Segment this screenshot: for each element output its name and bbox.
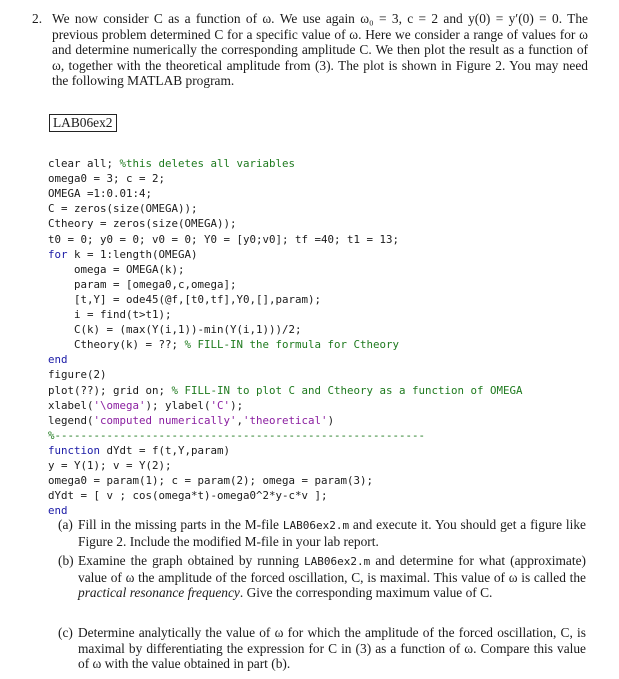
code-line: end: [48, 504, 68, 518]
code-line: i = find(t>t1);: [48, 308, 172, 322]
code-line: for k = 1:length(OMEGA): [48, 247, 198, 261]
code-line: C = zeros(size(OMEGA));: [48, 202, 198, 216]
code-line: legend('computed numerically','theoretical'): [48, 413, 335, 427]
question-c-label: (c): [58, 625, 73, 640]
code-line: Ctheory(k) = ??; % FILL-IN the formula for Ctheory: [48, 338, 400, 352]
code-line: y = Y(1); v = Y(2);: [48, 458, 172, 472]
question-b-text: Examine the graph obtained by running LAB06ex2.m and determine for what (approximate) value of ω the amplitude of the forced oscillation, C, is maximal. This value of ω is called the practical resonance frequency. Give the corresponding maximum value of C.: [78, 553, 586, 601]
code-line: plot(??); grid on; % FILL-IN to plot C and Ctheory as a function of OMEGA: [48, 383, 523, 397]
code-line: clear all; %this deletes all variables: [48, 157, 296, 171]
question-c: [58, 625, 586, 672]
problem-number: 2.: [32, 11, 43, 26]
term-emphasis: practical resonance frequency: [78, 585, 240, 601]
code-line: end: [48, 353, 68, 367]
code-line: dYdt = [ v ; cos(omega*t)-omega0^2*y-c*v ];: [48, 489, 328, 503]
code-line: function dYdt = f(t,Y,param): [48, 443, 231, 457]
matlab-code-listing: [48, 141, 523, 549]
problem-intro: [32, 11, 588, 89]
question-a: [58, 517, 586, 549]
problem-intro-text: We now consider C as a function of ω. We use again ω₀ = 3, c = 2 and y(0) = y′(0) = 0. The previous problem determined C for a specific value of ω. Here we consider a range of values for ω and determine numerically the corresponding amplitude C. We then plot the result as a function of ω, together with the theoretical amplitude from (3). The plot is shown in Figure 2. You may need the following MATLAB program.: [52, 11, 588, 89]
code-line: xlabel('\omega'); ylabel('C');: [48, 398, 244, 412]
question-b: [58, 553, 586, 601]
code-line: OMEGA =1:0.01:4;: [48, 187, 153, 201]
question-a-label: (a): [58, 517, 73, 532]
file-reference: LAB06ex2.m: [304, 555, 371, 568]
code-line: [t,Y] = ode45(@f,[t0,tf],Y0,[],param);: [48, 292, 322, 306]
code-line: omega0 = 3; c = 2;: [48, 172, 166, 186]
file-label-box: LAB06ex2: [49, 114, 117, 132]
code-line: figure(2): [48, 368, 107, 382]
code-line: omega0 = param(1); c = param(2); omega = param(3);: [48, 474, 374, 488]
code-line: t0 = 0; y0 = 0; v0 = 0; Y0 = [y0;v0]; tf =40; t1 = 13;: [48, 232, 400, 246]
question-a-text: Fill in the missing parts in the M-file LAB06ex2.m and execute it. You should get a figure like Figure 2. Include the modified M-file in your lab report.: [78, 517, 586, 549]
code-line: param = [omega0,c,omega];: [48, 277, 237, 291]
code-line: C(k) = (max(Y(i,1))-min(Y(i,1)))/2;: [48, 323, 302, 337]
code-line: omega = OMEGA(k);: [48, 262, 185, 276]
code-line: %---------------------------------------------------------: [48, 428, 426, 442]
code-line: Ctheory = zeros(size(OMEGA));: [48, 217, 237, 231]
question-c-text: Determine analytically the value of ω for which the amplitude of the forced oscillation, C, is maximal by differentiating the expression for C in (3) as a function of ω. Compare this value of ω with the value obtained in part (b).: [78, 625, 586, 672]
question-b-label: (b): [58, 553, 74, 568]
file-reference: LAB06ex2.m: [282, 519, 350, 532]
